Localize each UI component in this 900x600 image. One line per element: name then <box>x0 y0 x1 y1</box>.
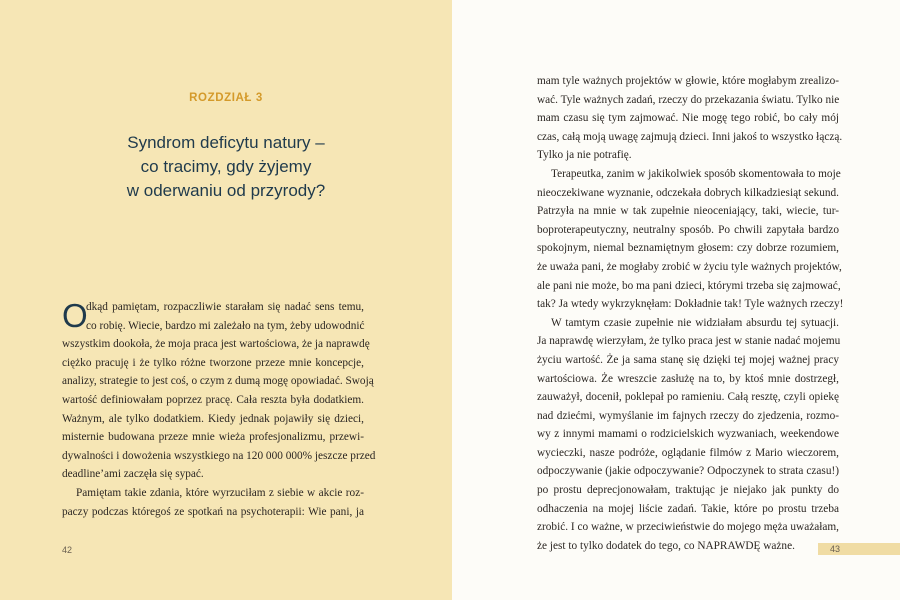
text-line: boproterapeutyczny, neutralny sposób. Po chwili zapytała bardzo <box>537 223 839 236</box>
text-line: wycieczki, nasze podróże, oglądanie filmów z Mario wieczorem, <box>537 446 839 459</box>
text-line: że uważa pani, że mogłaby zrobić w życiu tyle ważnych projektów, <box>537 260 842 273</box>
text-line: wy z innymi mamami o rodzicielskich wyzwaniach, weekendowe <box>537 428 839 441</box>
text-line: czas, całą moją uwagę zajmują dzieci. Inni jakoś to wszystko łączą. <box>537 130 843 143</box>
text-line: deadline’ami zaczęła się sypać. <box>62 468 204 481</box>
right-body-text <box>537 72 844 555</box>
drop-cap: O <box>62 297 88 334</box>
text-line: W tamtym czasie zupełnie nie widziałam absurdu tej sytuacji. <box>551 316 839 329</box>
text-line: Ważnym, ale tylko dodatkiem. Kiedy jednak pojawiły się dzieci, <box>62 412 364 425</box>
text-line: mam tyle ważnych projektów w głowie, które mogłabym zrealizo- <box>537 75 839 87</box>
text-line: zrobić. I co ważne, w przeciwieństwie do mojego męża uważałam, <box>537 521 839 534</box>
text-line: zauważył, docenił, poklepał po ramieniu. Całą resztę, czyli opiekę <box>537 391 839 404</box>
text-line: dywalności i dowożenia wszystkiego na 120 000 000% jeszcze przed <box>62 449 376 462</box>
text-line: Tylko ja nie potrafię. <box>537 149 632 162</box>
page-number-left: 42 <box>62 545 73 555</box>
text-line: mam czasu się tym zajmować. Nie mogę tego robić, bo cały mój <box>537 112 839 125</box>
text-line: Patrzyła na mnie w tak zupełnie nieoceniający, taki, wiecie, tur- <box>537 205 839 218</box>
text-line: Ja naprawdę wierzyłam, że tylko praca jest w stanie nadać mojemu <box>537 335 841 348</box>
text-line: wszystkim dookoła, że moja praca jest wartościowa, że ja naprawdę <box>62 338 370 351</box>
text-line: wać. Tyle ważnych zadań, rzeczy do przekazania światu. Tylko nie <box>537 93 840 106</box>
text-line: wartościowa. Że wreszcie zasłużę na to, by ktoś mnie dostrzegł, <box>537 372 839 385</box>
text-line: Pamiętam takie zdania, które wyrzuciłam z siebie w akcie roz- <box>76 486 364 499</box>
chapter-title-line: co tracimy, gdy żyjemy <box>140 157 312 176</box>
text-line: ale pani nie może, bo ma pani dzieci, którymi trzeba się zajmować, <box>537 279 841 292</box>
text-line: życiu wartość. Że ja sama stanę się dzięki tej mojej ważnej pracy <box>537 353 839 366</box>
text-line: nad dziećmi, wymyślanie im fajnych rzeczy do zjedzenia, rozmo- <box>537 409 839 422</box>
chapter-title-line: w oderwaniu od przyrody? <box>126 181 326 200</box>
page-number-right: 43 <box>818 543 900 555</box>
text-line: dkąd pamiętam, rozpaczliwie starałam się nadać sens temu, <box>86 301 364 313</box>
text-line: misternie budowana przeze mnie wieża profesjonalizmu, przewi- <box>62 431 364 444</box>
chapter-label: ROZDZIAŁ 3 <box>189 92 263 104</box>
text-line: ciężko pracuję i że tylko różne tworzone przeze mnie koncepcje, <box>62 356 364 369</box>
text-line: odhaczenia na mojej liście zadań. Takie, które po prostu trzeba <box>537 502 839 515</box>
text-line: co robię. Wiecie, bardzo mi zależało na tym, żeby udowodnić <box>86 319 365 332</box>
left-body-text <box>62 297 376 521</box>
text-line: odpoczywanie (jakie odpoczywanie? Odpoczynek to strata czasu!) <box>537 465 839 478</box>
text-line: tak? Ja wtedy wykrzyknęłam: Dokładnie tak! Tyle ważnych rzeczy! <box>537 298 844 311</box>
text-line: analizy, strategie to jest coś, o czym z dumą mogę opowiadać. Swoją <box>62 375 374 388</box>
text-line: spokojnym, niemal beznamiętnym głosem: czy dobrze rozumiem, <box>537 242 839 255</box>
chapter-title-line: Syndrom deficytu natury – <box>127 133 325 152</box>
drop-cap-block <box>62 298 364 335</box>
chapter-title <box>0 131 452 203</box>
text-line: po prostu deprecjonowałam, traktując je niejako jak punkty do <box>537 484 839 497</box>
text-line: Terapeutka, zanim w jakikolwiek sposób skomentowała to moje <box>551 167 841 180</box>
text-line: nieoczekiwane wyznanie, odczekała dobrych kilkadziesiąt sekund. <box>537 186 839 199</box>
text-line: paczy podczas któregoś ze spotkań na psychoterapii: Wie pani, ja <box>62 505 364 518</box>
text-line: że jest to tylko dodatek do tego, co NAPRAWDĘ ważne. <box>537 539 795 552</box>
text-line: wartość definiowałam poprzez pracę. Cała reszta była dodatkiem. <box>62 393 364 406</box>
